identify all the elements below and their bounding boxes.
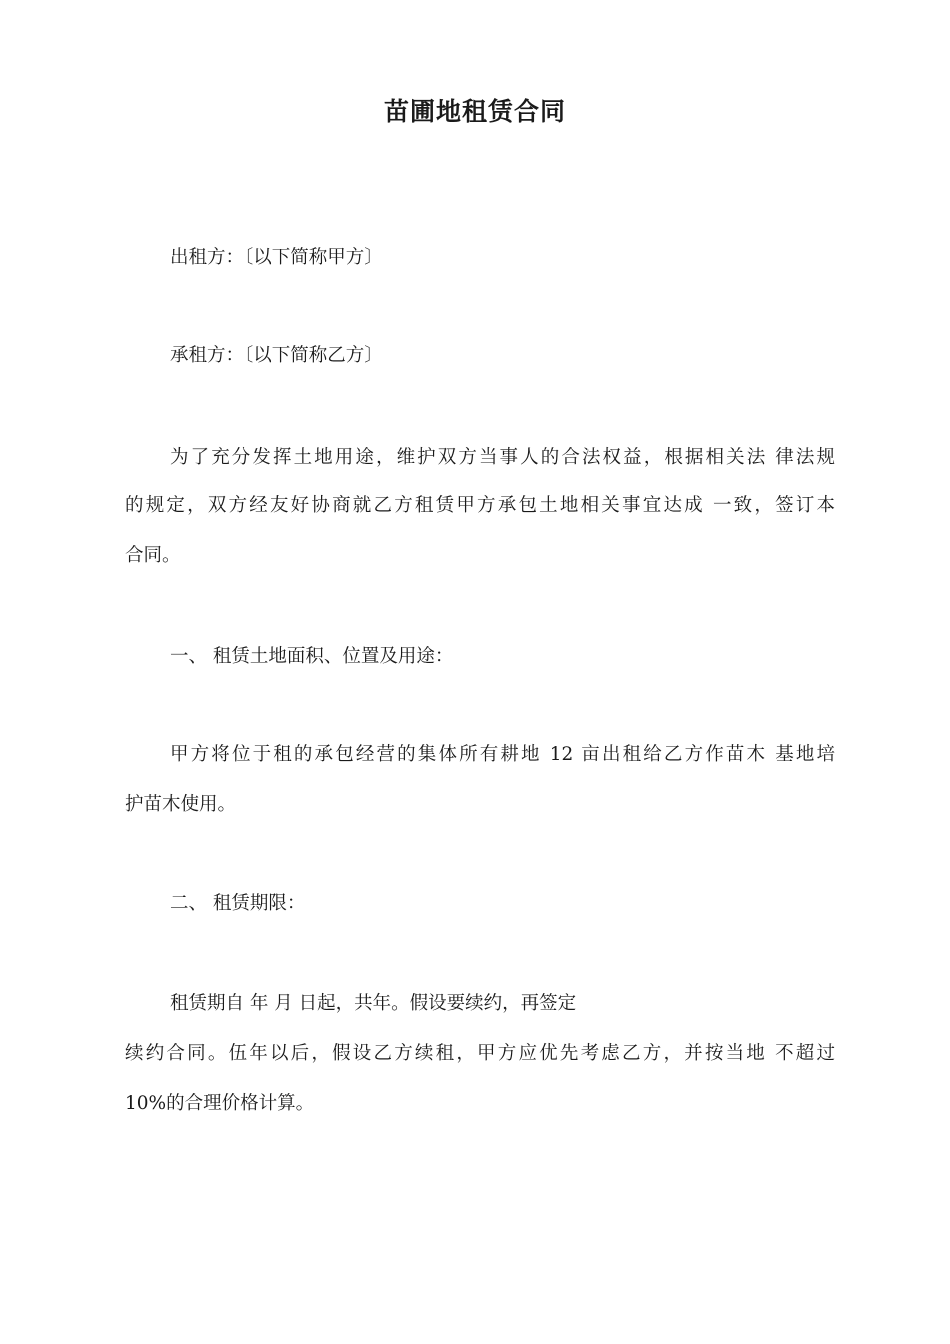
preamble-line-3: 合同。 (125, 545, 181, 566)
preamble-line-1: 为了充分发挥土地用途，维护双方当事人的合法权益，根据相关法 律法规 (170, 447, 835, 468)
lessor-line: 出租方：〔以下简称甲方〕 (170, 247, 383, 268)
section2-body-line-2: 续约合同。伍年以后，假设乙方续租，甲方应优先考虑乙方，并按当地 不超过 (125, 1043, 835, 1064)
section1-body-line-1: 甲方将位于租的承包经营的集体所有耕地 12 亩出租给乙方作苗木 基地培 (170, 744, 835, 765)
section1-body-line-2: 护苗木使用。 (125, 794, 237, 815)
section2-heading: 二、 租赁期限： (170, 893, 306, 914)
preamble-line-2: 的规定，双方经友好协商就乙方租赁甲方承包土地相关事宜达成 一致，签订本 (125, 495, 835, 516)
section1-heading: 一、 租赁土地面积、位置及用途： (170, 646, 454, 667)
lessee-line: 承租方：〔以下简称乙方〕 (170, 345, 383, 366)
section2-body-line-1: 租赁期自 年 月 日起，共年。假设要续约，再签定 (170, 993, 577, 1014)
section2-body-line-3: 10%的合理价格计算。 (125, 1093, 315, 1114)
document-title: 苗圃地租赁合同 (383, 97, 566, 126)
